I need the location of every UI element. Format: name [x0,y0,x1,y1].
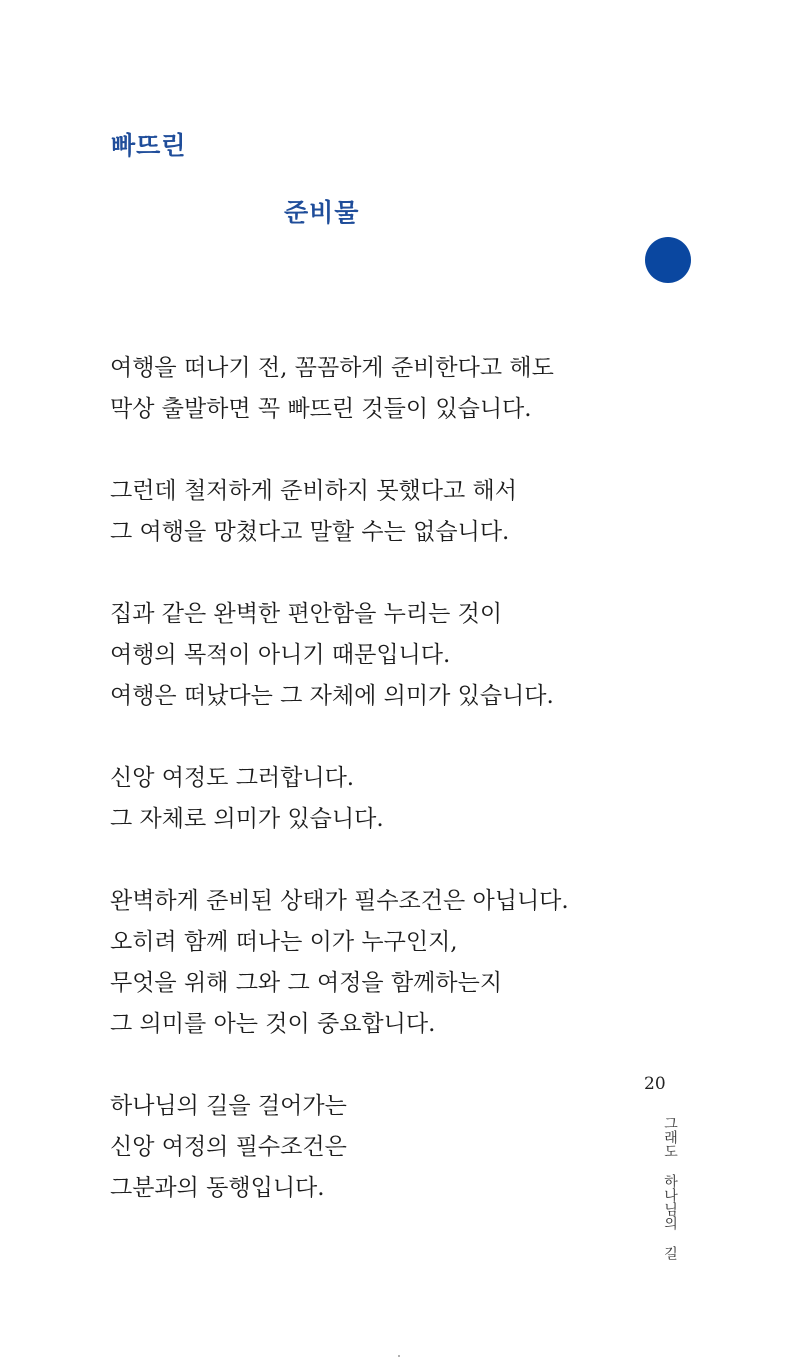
body-text [110,348,630,1250]
text-line: 무엇을 위해 그와 그 여정을 함께하는지 [110,970,503,996]
text-line: 완벽하게 준비된 상태가 필수조건은 아닙니다. [110,888,569,914]
text-line: 신앙 여정도 그러합니다. [110,765,355,791]
text-line: 하나님의 길을 걸어가는 [110,1093,347,1119]
paragraph [110,881,630,1045]
paragraph [110,758,630,840]
paragraph [110,594,630,717]
text-line: 그 의미를 아는 것이 중요합니다. [110,1011,436,1037]
text-line: 여행은 떠났다는 그 자체에 의미가 있습니다. [110,683,554,709]
paragraph [110,348,630,430]
text-line: 오히려 함께 떠나는 이가 누구인지, [110,929,458,955]
paragraph [110,1086,630,1209]
text-line: 그 자체로 의미가 있습니다. [110,806,384,832]
chapter-title-line-2: 준비물 [284,198,360,227]
text-line: 신앙 여정의 필수조건은 [110,1134,347,1160]
text-line: 막상 출발하면 꼭 빠뜨린 것들이 있습니다. [110,396,532,422]
text-line: 여행을 떠나기 전, 꼼꼼하게 준비한다고 해도 [110,355,554,381]
text-line: 그런데 철저하게 준비하지 못했다고 해서 [110,478,517,504]
paragraph [110,471,630,553]
footer-mark [398,1355,400,1357]
text-line: 집과 같은 완벽한 편안함을 누리는 것이 [110,601,503,627]
text-line: 그분과의 동행입니다. [110,1175,325,1201]
decorative-blue-dot [645,237,691,283]
page-number: 20 [644,1074,666,1094]
chapter-title-line-1: 빠뜨린 [111,131,187,160]
text-line: 그 여행을 망쳤다고 말할 수는 없습니다. [110,519,510,545]
running-title: 그래도 하나님의 길 [662,1116,678,1260]
text-line: 여행의 목적이 아니기 때문입니다. [110,642,451,668]
